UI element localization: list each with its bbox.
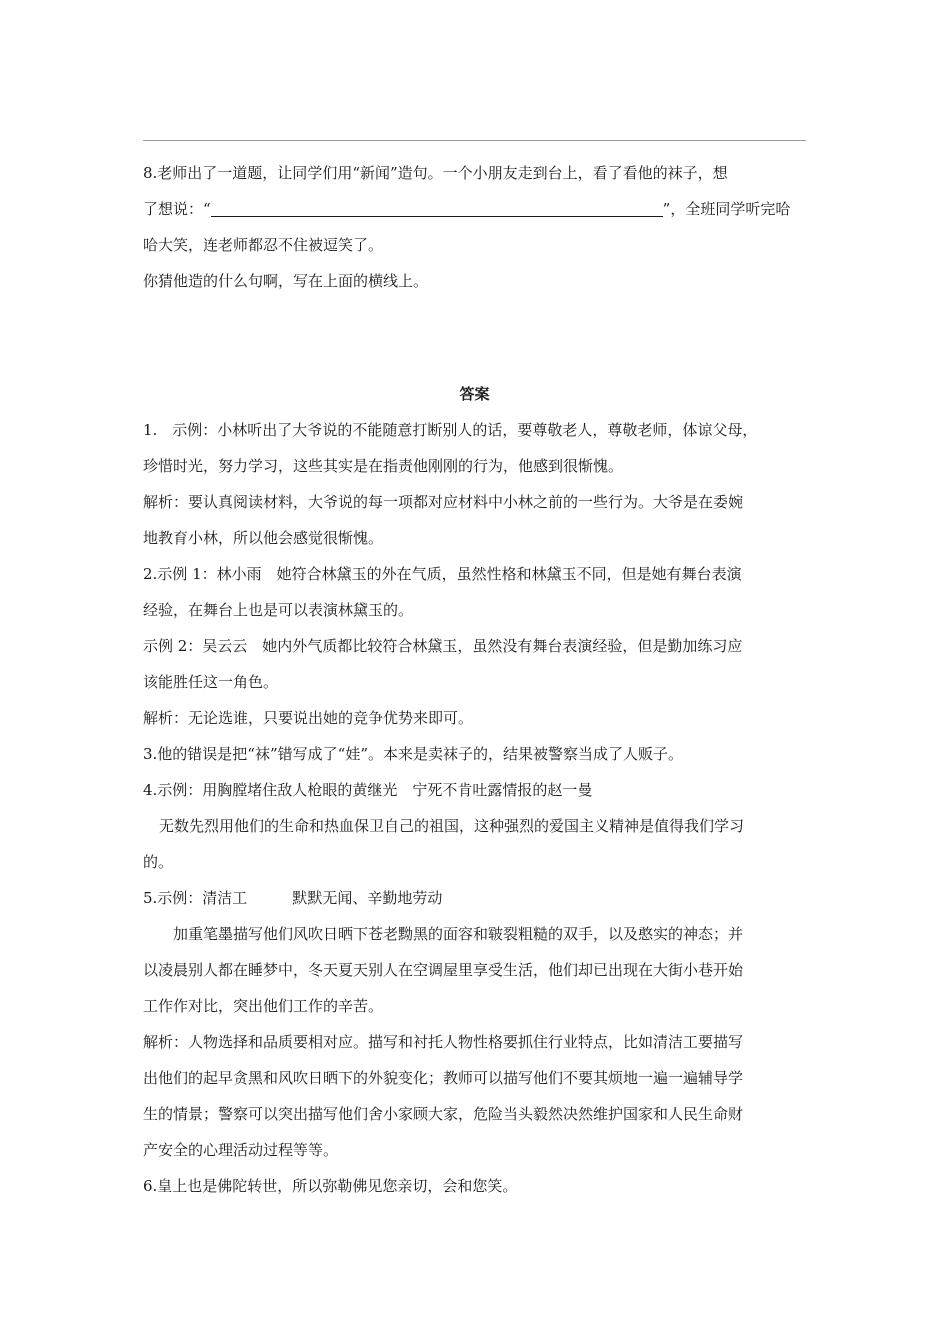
answer-line: 解析：要认真阅读材料，大爷说的每一项都对应材料中小林之前的一些行为。大爷是在委婉 [143, 493, 744, 511]
answer-line: 无数先烈用他们的生命和热血保卫自己的祖国，这种强烈的爱国主义精神是值得我们学习 [159, 817, 745, 835]
question-8 [143, 155, 813, 299]
answer-line: 出他们的起早贪黑和风吹日晒下的外貌变化；教师可以描写他们不要其烦地一遍一遍辅导学 [143, 1069, 744, 1087]
answer-blank-line[interactable] [211, 196, 663, 217]
answer-line: 1. 示例：小林听出了大爷说的不能随意打断别人的话，要尊敬老人，尊敬老师，体谅父母， [143, 421, 758, 439]
answer-line: 以凌晨别人都在睡梦中，冬天夏天别人在空调屋里享受生活，他们却已出现在大街小巷开始 [143, 961, 744, 979]
answer-line: 解析：无论选谁，只要说出她的竞争优势来即可。 [143, 709, 474, 727]
question-8-line-3: 哈大笑，连老师都忍不住被逗笑了。 [143, 236, 384, 254]
answer-line: 工作作对比，突出他们工作的辛苦。 [143, 997, 384, 1015]
answer-line: 加重笔墨描写他们风吹日晒下苍老黝黑的面容和皲裂粗糙的双手，以及憨实的神态；并 [173, 925, 744, 943]
answer-line: 6.皇上也是佛陀转世，所以弥勒佛见您亲切，会和您笑。 [143, 1177, 518, 1195]
answer-line: 示例 2：吴云云 她内外气质都比较符合林黛玉，虽然没有舞台表演经验，但是勤加练习应 [143, 637, 743, 655]
answer-line: 该能胜任这一角色。 [143, 673, 279, 691]
answer-line: 的。 [143, 853, 174, 871]
top-divider [143, 140, 806, 141]
answer-line: 5.示例：清洁工 默默无闻、辛勤地劳动 [143, 889, 443, 907]
answer-line: 4.示例：用胸膛堵住敌人枪眼的黄继光 宁死不肯吐露情报的赵一曼 [143, 781, 593, 799]
answer-line: 地教育小林，所以他会感觉很惭愧。 [143, 529, 384, 547]
question-8-line-4: 你猜他造的什么句啊，写在上面的横线上。 [143, 272, 429, 290]
answers-section [143, 376, 813, 1204]
answer-line: 2.示例 1：林小雨 她符合林黛玉的外在气质，虽然性格和林黛玉不同，但是她有舞台表演 [143, 565, 742, 583]
question-8-line-2-prefix: 了想说：“ [143, 200, 211, 218]
answer-line: 珍惜时光，努力学习，这些其实是在指责他刚刚的行为，他感到很惭愧。 [143, 457, 624, 475]
document-body [143, 155, 813, 1204]
question-8-line-2-suffix: ”，全班同学听完哈 [662, 200, 791, 218]
answer-line: 3.他的错误是把“袜”错写成了“娃”。本来是卖袜子的，结果被警察当成了人贩子。 [143, 745, 683, 763]
answer-line: 生的情景；警察可以突出描写他们舍小家顾大家，危险当头毅然决然维护国家和人民生命财 [143, 1105, 744, 1123]
section-spacer [143, 299, 813, 376]
answers-title: 答案 [459, 385, 490, 403]
question-8-line-2 [143, 191, 813, 227]
answer-line: 产安全的心理活动过程等等。 [143, 1141, 339, 1159]
answer-line: 经验，在舞台上也是可以表演林黛玉的。 [143, 601, 414, 619]
answer-line: 解析：人物选择和品质要相对应。描写和衬托人物性格要抓住行业特点，比如清洁工要描写 [143, 1033, 744, 1051]
question-8-line-1: 8.老师出了一道题，让同学们用“新闻”造句。一个小朋友走到台上，看了看他的袜子，想 [143, 164, 728, 182]
